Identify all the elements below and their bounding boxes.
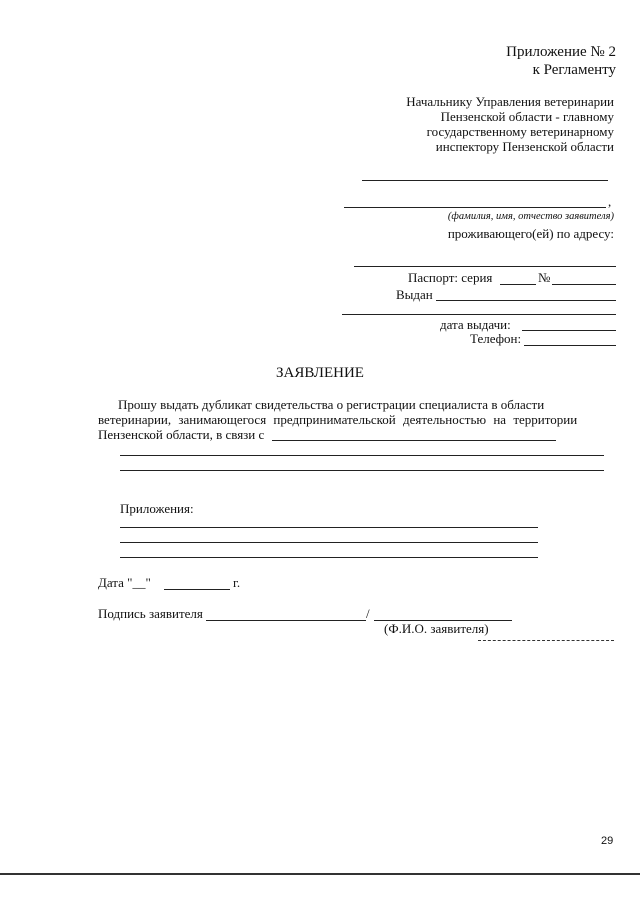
document-title: ЗАЯВЛЕНИЕ <box>276 365 364 381</box>
reason-field-3[interactable] <box>120 470 604 471</box>
body-line-1: Прошу выдать дубликат свидетельства о регистрации специалиста в области <box>118 397 545 412</box>
passport-number-label: № <box>538 270 551 285</box>
issued-by-field[interactable] <box>436 300 616 301</box>
addressee-line-2: Пензенской области - главному <box>440 109 614 124</box>
signature-label: Подпись заявителя <box>98 606 203 621</box>
signature-field[interactable] <box>206 620 366 621</box>
attachment-line-2[interactable] <box>120 542 538 543</box>
date-month-field[interactable] <box>164 589 230 590</box>
applicant-name-hint: (фамилия, имя, отчество заявителя) <box>447 211 614 222</box>
date-year-suffix: г. <box>233 575 241 590</box>
addressee-line-1: Начальнику Управления ветеринарии <box>406 94 614 109</box>
appendix-title: Приложение № 2 <box>506 44 616 60</box>
issue-date-field[interactable] <box>522 330 616 331</box>
phone-label: Телефон: <box>470 331 522 346</box>
address-line[interactable] <box>354 266 616 267</box>
phone-field[interactable] <box>524 345 616 346</box>
scan-edge-line <box>0 873 640 875</box>
issued-by-field-2[interactable] <box>342 314 616 315</box>
issue-date-label: дата выдачи: <box>440 317 511 332</box>
issued-by-label: Выдан <box>396 287 433 302</box>
addressee-line-3: государственному ветеринарному <box>426 124 614 139</box>
body-line-2: ветеринарии, занимающегося предпринимательской деятельностью на территории <box>98 412 578 427</box>
reason-field-1[interactable] <box>272 440 556 441</box>
page-number: 29 <box>601 835 614 847</box>
date-label: Дата "__" <box>98 575 151 590</box>
residence-label: проживающего(ей) по адресу: <box>447 226 614 241</box>
name-comma: , <box>608 194 612 209</box>
attachment-line-1[interactable] <box>120 527 538 528</box>
attachments-label: Приложения: <box>120 501 194 516</box>
body-line-3: Пензенской области, в связи с <box>98 427 265 442</box>
applicant-name-line[interactable] <box>344 207 606 208</box>
addressee-line-4: инспектору Пензенской области <box>435 139 614 154</box>
passport-series-label: Паспорт: серия <box>408 270 493 285</box>
fio-hint: (Ф.И.О. заявителя) <box>384 621 489 636</box>
attachment-line-3[interactable] <box>120 557 538 558</box>
applicant-blank-line-1[interactable] <box>362 180 608 181</box>
fio-dashed-line <box>478 640 614 641</box>
reason-field-2[interactable] <box>120 455 604 456</box>
signature-slash: / <box>366 606 370 621</box>
passport-number-field[interactable] <box>552 284 616 285</box>
appendix-subtitle: к Регламенту <box>532 62 616 78</box>
passport-series-field[interactable] <box>500 284 536 285</box>
